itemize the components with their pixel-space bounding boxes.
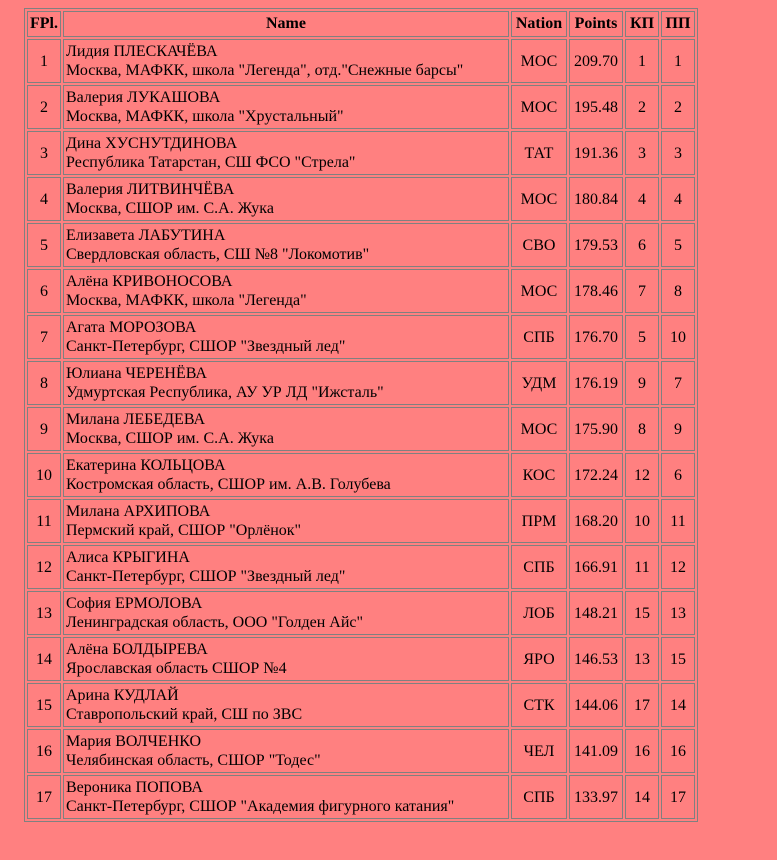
header-nation: Nation	[511, 11, 567, 37]
table-row	[27, 683, 695, 727]
points-cell: 141.09	[569, 729, 623, 773]
points-cell: 180.84	[569, 177, 623, 221]
place-cell: 8	[27, 361, 61, 405]
skater-club: Челябинская область, СШОР "Тодес"	[66, 752, 321, 769]
skater-club: Москва, МАФКК, школа "Легенда"	[66, 292, 307, 309]
header-points: Points	[569, 11, 623, 37]
short-program-cell: 9	[625, 361, 659, 405]
skater-club: Свердловская область, СШ №8 "Локомотив"	[66, 246, 370, 263]
free-skate-cell: 10	[661, 315, 695, 359]
short-program-cell: 1	[625, 39, 659, 83]
nation-cell: СПБ	[511, 775, 567, 819]
short-program-cell: 13	[625, 637, 659, 681]
points-cell: 172.24	[569, 453, 623, 497]
short-program-cell: 5	[625, 315, 659, 359]
skater-name: Милана ЛЕБЕДЕВА	[66, 411, 206, 428]
short-program-cell: 4	[625, 177, 659, 221]
points-cell: 209.70	[569, 39, 623, 83]
skater-name: Юлиана ЧЕРЕНЁВА	[66, 365, 207, 382]
table-row	[27, 177, 695, 221]
skater-cell	[63, 177, 509, 221]
nation-cell: ЛОБ	[511, 591, 567, 635]
skater-cell	[63, 591, 509, 635]
skater-name: Дина ХУСНУТДИНОВА	[66, 135, 238, 152]
place-cell: 5	[27, 223, 61, 267]
points-cell: 133.97	[569, 775, 623, 819]
skater-cell	[63, 361, 509, 405]
skater-name: Агата МОРОЗОВА	[66, 319, 197, 336]
short-program-cell: 3	[625, 131, 659, 175]
place-cell: 1	[27, 39, 61, 83]
free-skate-cell: 7	[661, 361, 695, 405]
points-cell: 148.21	[569, 591, 623, 635]
points-cell: 176.70	[569, 315, 623, 359]
points-cell: 168.20	[569, 499, 623, 543]
skater-cell	[63, 683, 509, 727]
nation-cell: МОС	[511, 407, 567, 451]
short-program-cell: 12	[625, 453, 659, 497]
free-skate-cell: 1	[661, 39, 695, 83]
header-name: Name	[63, 11, 509, 37]
skater-club: Москва, МАФКК, школа "Хрустальный"	[66, 108, 344, 125]
short-program-cell: 7	[625, 269, 659, 313]
short-program-cell: 16	[625, 729, 659, 773]
place-cell: 17	[27, 775, 61, 819]
header-free-skate: ПП	[661, 11, 695, 37]
short-program-cell: 8	[625, 407, 659, 451]
skater-name: Елизавета ЛАБУТИНА	[66, 227, 226, 244]
nation-cell: УДМ	[511, 361, 567, 405]
points-cell: 195.48	[569, 85, 623, 129]
place-cell: 3	[27, 131, 61, 175]
results-table	[24, 8, 698, 822]
header-row	[27, 11, 695, 37]
points-cell: 175.90	[569, 407, 623, 451]
free-skate-cell: 13	[661, 591, 695, 635]
points-cell: 144.06	[569, 683, 623, 727]
place-cell: 6	[27, 269, 61, 313]
nation-cell: СТК	[511, 683, 567, 727]
short-program-cell: 15	[625, 591, 659, 635]
skater-name: Вероника ПОПОВА	[66, 779, 203, 796]
short-program-cell: 11	[625, 545, 659, 589]
nation-cell: СПБ	[511, 315, 567, 359]
nation-cell: ПРМ	[511, 499, 567, 543]
nation-cell: КОС	[511, 453, 567, 497]
skater-cell	[63, 39, 509, 83]
points-cell: 179.53	[569, 223, 623, 267]
skater-cell	[63, 637, 509, 681]
skater-club: Пермский край, СШОР "Орлёнок"	[66, 522, 302, 539]
place-cell: 4	[27, 177, 61, 221]
short-program-cell: 17	[625, 683, 659, 727]
place-cell: 11	[27, 499, 61, 543]
skater-cell	[63, 775, 509, 819]
place-cell: 13	[27, 591, 61, 635]
skater-club: Костромская область, СШОР им. А.В. Голубева	[66, 476, 391, 493]
skater-cell	[63, 85, 509, 129]
skater-club: Москва, СШОР им. С.А. Жука	[66, 200, 274, 217]
skater-club: Москва, МАФКК, школа "Легенда", отд."Снежные барсы"	[66, 62, 464, 79]
free-skate-cell: 4	[661, 177, 695, 221]
skater-name: Милана АРХИПОВА	[66, 503, 211, 520]
place-cell: 9	[27, 407, 61, 451]
table-row	[27, 269, 695, 313]
skater-name: Мария ВОЛЧЕНКО	[66, 733, 202, 750]
skater-club: Удмуртская Республика, АУ УР ЛД "Ижсталь"	[66, 384, 384, 401]
table-row	[27, 131, 695, 175]
nation-cell: МОС	[511, 85, 567, 129]
skater-club: Ставропольский край, СШ по ЗВС	[66, 706, 303, 723]
nation-cell: ЯРО	[511, 637, 567, 681]
skater-cell	[63, 453, 509, 497]
free-skate-cell: 15	[661, 637, 695, 681]
skater-cell	[63, 407, 509, 451]
skater-cell	[63, 499, 509, 543]
place-cell: 12	[27, 545, 61, 589]
short-program-cell: 6	[625, 223, 659, 267]
skater-name: Алиса КРЫГИНА	[66, 549, 190, 566]
short-program-cell: 10	[625, 499, 659, 543]
skater-club: Ленинградская область, ООО "Голден Айс"	[66, 614, 364, 631]
place-cell: 2	[27, 85, 61, 129]
place-cell: 7	[27, 315, 61, 359]
place-cell: 10	[27, 453, 61, 497]
header-place: FPl.	[27, 11, 61, 37]
free-skate-cell: 14	[661, 683, 695, 727]
table-row	[27, 407, 695, 451]
points-cell: 146.53	[569, 637, 623, 681]
skater-cell	[63, 223, 509, 267]
free-skate-cell: 5	[661, 223, 695, 267]
table-row	[27, 637, 695, 681]
skater-name: Алёна БОЛДЫРЕВА	[66, 641, 208, 658]
table-row	[27, 85, 695, 129]
free-skate-cell: 9	[661, 407, 695, 451]
table-row	[27, 361, 695, 405]
free-skate-cell: 11	[661, 499, 695, 543]
table-row	[27, 591, 695, 635]
skater-club: Москва, СШОР им. С.А. Жука	[66, 430, 274, 447]
points-cell: 178.46	[569, 269, 623, 313]
skater-name: Валерия ЛУКАШОВА	[66, 89, 221, 106]
place-cell: 14	[27, 637, 61, 681]
table-row	[27, 545, 695, 589]
points-cell: 191.36	[569, 131, 623, 175]
free-skate-cell: 3	[661, 131, 695, 175]
skater-name: Арина КУДЛАЙ	[66, 687, 179, 704]
skater-club: Санкт-Петербург, СШОР "Звездный лед"	[66, 568, 346, 585]
table-row	[27, 223, 695, 267]
table-row	[27, 453, 695, 497]
table-row	[27, 315, 695, 359]
skater-club: Ярославская область СШОР №4	[66, 660, 287, 677]
skater-name: Валерия ЛИТВИНЧЁВА	[66, 181, 235, 198]
table-row	[27, 39, 695, 83]
skater-cell	[63, 729, 509, 773]
nation-cell: ТАТ	[511, 131, 567, 175]
nation-cell: МОС	[511, 269, 567, 313]
short-program-cell: 14	[625, 775, 659, 819]
table-row	[27, 729, 695, 773]
short-program-cell: 2	[625, 85, 659, 129]
nation-cell: МОС	[511, 177, 567, 221]
nation-cell: СВО	[511, 223, 567, 267]
free-skate-cell: 6	[661, 453, 695, 497]
free-skate-cell: 2	[661, 85, 695, 129]
place-cell: 16	[27, 729, 61, 773]
skater-name: София ЕРМОЛОВА	[66, 595, 203, 612]
results-body	[27, 39, 695, 819]
nation-cell: ЧЕЛ	[511, 729, 567, 773]
header-short-program: КП	[625, 11, 659, 37]
free-skate-cell: 16	[661, 729, 695, 773]
skater-club: Санкт-Петербург, СШОР "Академия фигурного катания"	[66, 798, 455, 815]
nation-cell: СПБ	[511, 545, 567, 589]
place-cell: 15	[27, 683, 61, 727]
nation-cell: МОС	[511, 39, 567, 83]
points-cell: 166.91	[569, 545, 623, 589]
free-skate-cell: 12	[661, 545, 695, 589]
table-row	[27, 775, 695, 819]
skater-name: Екатерина КОЛЬЦОВА	[66, 457, 226, 474]
skater-cell	[63, 269, 509, 313]
skater-name: Алёна КРИВОНОСОВА	[66, 273, 233, 290]
skater-cell	[63, 545, 509, 589]
skater-club: Санкт-Петербург, СШОР "Звездный лед"	[66, 338, 346, 355]
skater-club: Республика Татарстан, СШ ФСО "Стрела"	[66, 154, 356, 171]
points-cell: 176.19	[569, 361, 623, 405]
free-skate-cell: 17	[661, 775, 695, 819]
skater-cell	[63, 315, 509, 359]
skater-cell	[63, 131, 509, 175]
table-row	[27, 499, 695, 543]
free-skate-cell: 8	[661, 269, 695, 313]
skater-name: Лидия ПЛЕСКАЧЁВА	[66, 43, 218, 60]
